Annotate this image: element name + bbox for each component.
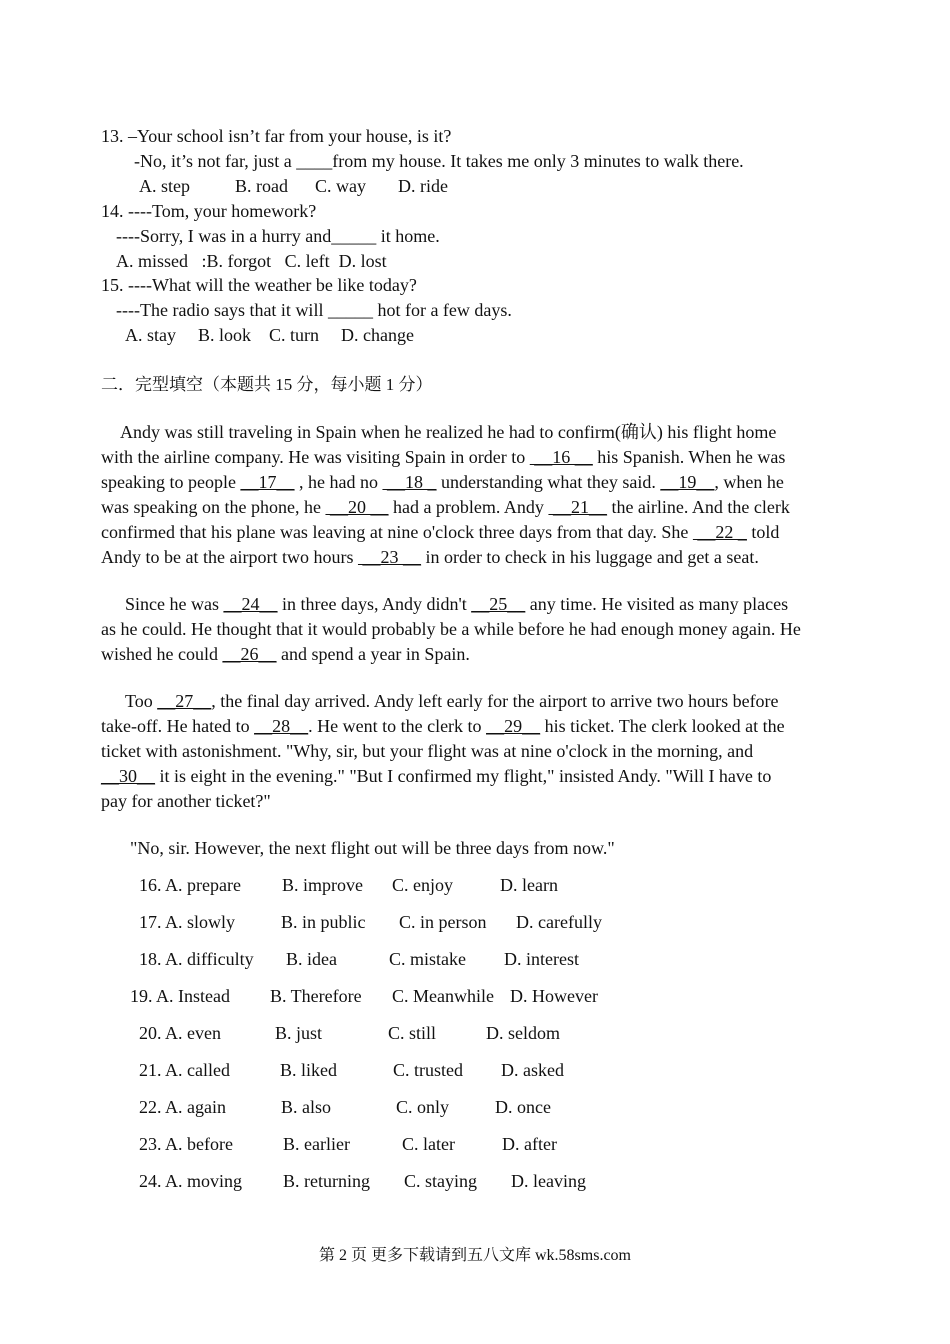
choice-19-d: D. However — [510, 986, 598, 1006]
choice-16-d: D. learn — [500, 875, 558, 895]
passage-text: in three days, Andy didn't — [277, 594, 472, 614]
q15-options — [125, 323, 414, 348]
passage-line — [101, 642, 470, 667]
choice-19-b: B. Therefore — [270, 986, 362, 1006]
passage-line — [101, 764, 771, 789]
q13-reply-pre: -No, it’s not far, just a — [134, 151, 297, 171]
choice-17-d: D. carefully — [516, 912, 602, 932]
passage-text: his Spanish. When he was — [592, 447, 786, 467]
passage-blank: __27__ — [157, 691, 212, 711]
choice-16-c: C. enjoy — [392, 875, 453, 895]
choice-23-c: C. later — [402, 1134, 455, 1154]
q13-option-a: A. step — [139, 176, 190, 196]
passage-text: pay for another ticket?" — [101, 791, 271, 811]
q13-options — [139, 174, 448, 199]
passage-text: as he could. He thought that it would probably be a while before he had enough money again. He — [101, 619, 801, 639]
passage-line — [101, 470, 784, 495]
passage-text: Since he was — [125, 594, 224, 614]
q15-option-b: B. look — [198, 325, 252, 345]
passage-blank: __22 _ — [692, 522, 747, 542]
passage-text: told — [746, 522, 780, 542]
q15-option-c: C. turn — [269, 325, 320, 345]
passage-text: Andy was still traveling in Spain when he realized he had to confirm(确认) his flight home — [120, 422, 777, 442]
q13-blank: ____ — [296, 151, 333, 171]
q13-option-d: D. ride — [398, 176, 448, 196]
choice-16-b: B. improve — [282, 875, 363, 895]
choice-22-a: 22. A. again — [139, 1097, 226, 1117]
passage-blank: __18 _ — [382, 472, 437, 492]
choice-18-c: C. mistake — [389, 949, 466, 969]
choice-17-c: C. in person — [399, 912, 487, 932]
passage-paragraph-4: "No, sir. However, the next flight out will be three days from now." — [130, 838, 615, 858]
choice-22-c: C. only — [396, 1097, 450, 1117]
q15-reply — [116, 298, 512, 323]
q14-reply-pre: ----Sorry, I was in a hurry and — [116, 226, 332, 246]
choice-21-c: C. trusted — [393, 1060, 463, 1080]
passage-text: Too — [125, 691, 158, 711]
passage-text: , when he — [714, 472, 784, 492]
choice-17-a: 17. A. slowly — [139, 912, 236, 932]
passage-line — [125, 592, 788, 617]
passage-text: speaking to people — [101, 472, 241, 492]
passage-text: it is eight in the evening." "But I confirmed my flight," insisted Andy. "Will I have to — [155, 766, 772, 786]
passage-line — [120, 420, 776, 445]
q13-reply-post: from my house. It takes me only 3 minutes to walk there. — [332, 151, 744, 171]
choice-20-d: D. seldom — [486, 1023, 560, 1043]
choice-23-a: 23. A. before — [139, 1134, 233, 1154]
passage-text: the airline. And the clerk — [606, 497, 790, 517]
passage-text: had a problem. Andy — [388, 497, 549, 517]
choice-17-b: B. in public — [281, 912, 366, 932]
section-title: 二．完型填空（本题共 15 分，每小题 1 分） — [101, 375, 433, 394]
choice-18-b: B. idea — [286, 949, 337, 969]
choice-20-a: 20. A. even — [139, 1023, 221, 1043]
passage-text: and spend a year in Spain. — [276, 644, 470, 664]
choice-21-a: 21. A. called — [139, 1060, 230, 1080]
choice-16-a: 16. A. prepare — [139, 875, 241, 895]
choice-23-b: B. earlier — [283, 1134, 350, 1154]
passage-line — [125, 689, 779, 714]
choice-21-b: B. liked — [280, 1060, 337, 1080]
passage-blank: __26__ — [222, 644, 277, 664]
passage-blank: __23 __ — [357, 547, 421, 567]
q13-option-c: C. way — [315, 176, 366, 196]
q15-option-a: A. stay — [125, 325, 176, 345]
passage-line — [101, 495, 790, 520]
passage-text: , the final day arrived. Andy left early for the airport to arrive two hours before — [211, 691, 779, 711]
passage-text: with the airline company. He was visiting Spain in order to — [101, 447, 530, 467]
passage-text: his ticket. The clerk looked at the — [540, 716, 785, 736]
q13-reply — [134, 149, 744, 174]
q14-reply — [116, 224, 440, 249]
passage-line — [101, 617, 801, 642]
q14-stem: 14. ----Tom, your homework? — [101, 201, 317, 221]
passage-blank: __17__ — [240, 472, 295, 492]
passage-line — [101, 714, 785, 739]
q13-stem: 13. –Your school isn’t far from your house, is it? — [101, 126, 452, 146]
choice-23-d: D. after — [502, 1134, 557, 1154]
choice-24-d: D. leaving — [511, 1171, 586, 1191]
choice-20-b: B. just — [275, 1023, 323, 1043]
choice-19-c: C. Meanwhile — [392, 986, 494, 1006]
passage-blank: __20 __ — [325, 497, 389, 517]
passage-text: confirmed that his plane was leaving at nine o'clock three days from that day. She — [101, 522, 693, 542]
passage-text: was speaking on the phone, he — [101, 497, 326, 517]
choice-24-a: 24. A. moving — [139, 1171, 243, 1191]
passage-text: in order to check in his luggage and get a seat. — [420, 547, 759, 567]
passage-text: ticket with astonishment. "Why, sir, but your flight was at nine o'clock in the morning, and — [101, 741, 754, 761]
q13-option-b: B. road — [235, 176, 288, 196]
choice-24-b: B. returning — [283, 1171, 370, 1191]
passage-blank: __21__ — [548, 497, 607, 517]
passage-blank: __16 __ — [529, 447, 593, 467]
passage-text: Andy to be at the airport two hours — [101, 547, 358, 567]
choice-24-c: C. staying — [404, 1171, 478, 1191]
passage-blank: __28__ — [254, 716, 309, 736]
passage-line — [101, 545, 759, 570]
q15-reply-pre: ----The radio says that it will — [116, 300, 328, 320]
choice-22-b: B. also — [281, 1097, 332, 1117]
q15-option-d: D. change — [341, 325, 414, 345]
q15-stem: 15. ----What will the weather be like today? — [101, 275, 417, 295]
passage-text: understanding what they said. — [436, 472, 661, 492]
q14-options: A. missed :B. forgot C. left D. lost — [116, 251, 387, 271]
choice-18-a: 18. A. difficulty — [139, 949, 254, 969]
q14-reply-post: it home. — [376, 226, 440, 246]
choice-18-d: D. interest — [504, 949, 579, 969]
choice-22-d: D. once — [495, 1097, 551, 1117]
passage-blank: __25__ — [471, 594, 526, 614]
passage-line — [101, 789, 271, 814]
passage-text: take-off. He hated to — [101, 716, 255, 736]
q15-reply-post: hot for a few days. — [372, 300, 512, 320]
passage-blank: __19__ — [660, 472, 715, 492]
passage-text: wished he could — [101, 644, 223, 664]
choice-20-c: C. still — [388, 1023, 437, 1043]
passage-line — [101, 739, 753, 764]
q15-blank: _____ — [327, 300, 373, 320]
choice-21-d: D. asked — [501, 1060, 564, 1080]
page-footer: 第 2 页 更多下载请到五八文库 wk.58sms.com — [319, 1247, 632, 1264]
passage-text: . He went to the clerk to — [308, 716, 487, 736]
passage-blank: __29__ — [486, 716, 541, 736]
passage-line — [101, 445, 785, 470]
passage-text: any time. He visited as many places — [525, 594, 789, 614]
choice-19-a: 19. A. Instead — [130, 986, 230, 1006]
q14-blank: _____ — [331, 226, 377, 246]
passage-blank: __30__ — [101, 766, 155, 786]
passage-text: , he had no — [294, 472, 383, 492]
passage-line — [101, 520, 779, 545]
passage-blank: __24__ — [223, 594, 278, 614]
